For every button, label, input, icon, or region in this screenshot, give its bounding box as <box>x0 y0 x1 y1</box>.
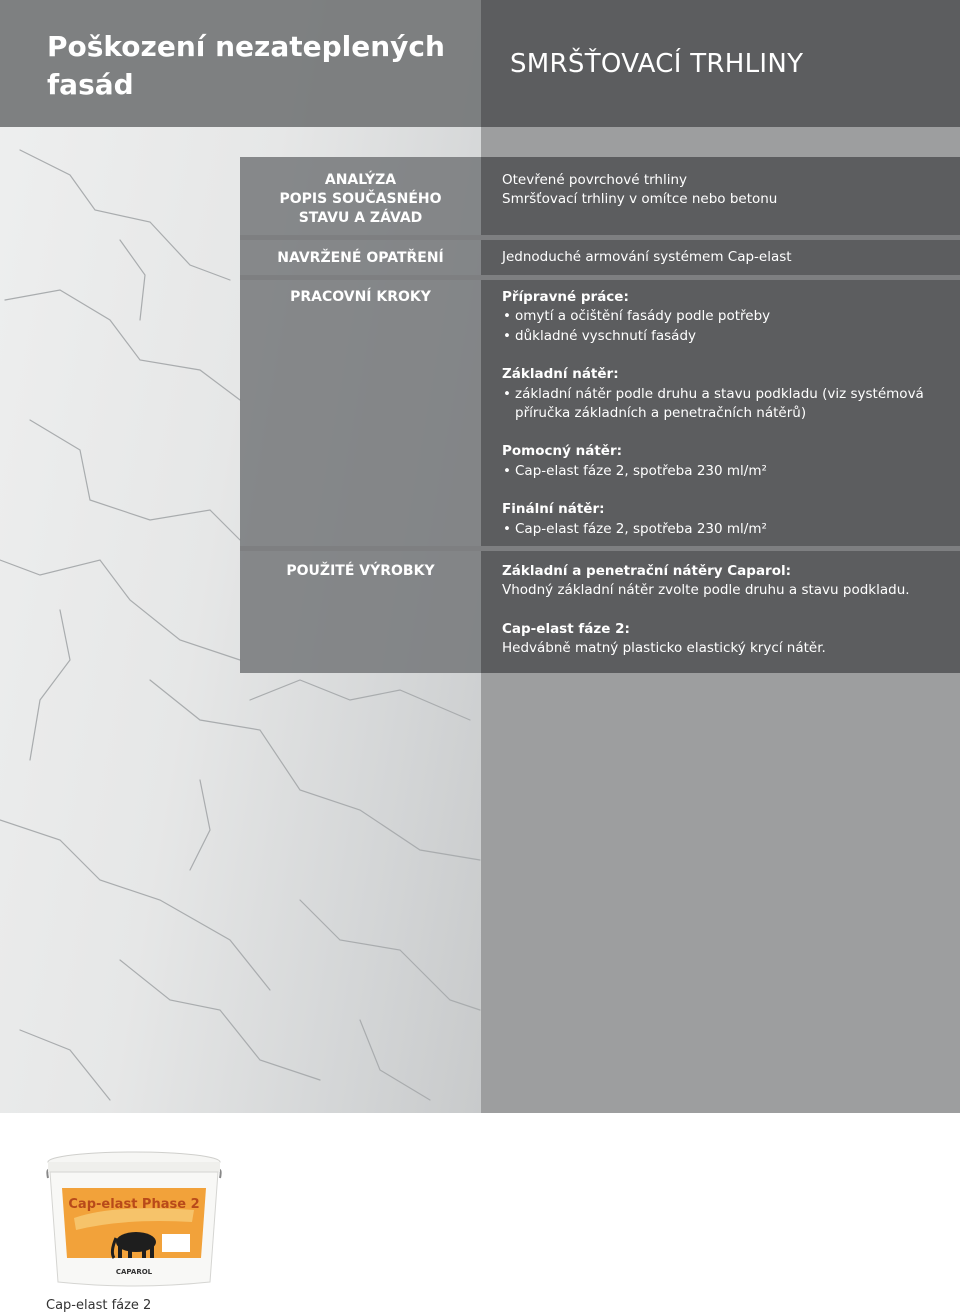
row-separator <box>240 235 960 240</box>
list-item: • Cap-elast fáze 2, spotřeba 230 ml/m² <box>502 520 942 539</box>
step-heading-final: Finální nátěr: <box>502 501 605 518</box>
step-heading-preparation: Přípravné práce: <box>502 289 629 305</box>
product-caption: Cap-elast fáze 2 <box>46 1298 152 1313</box>
step-heading-primer: Základní nátěr: <box>502 366 619 383</box>
product-heading: Cap-elast fáze 2: <box>502 620 630 637</box>
paint-bucket-image <box>44 1148 224 1288</box>
products-text <box>502 562 942 659</box>
step-heading-intermediate: Pomocný nátěr: <box>502 443 623 460</box>
page-title: Poškození nezateplených fasád <box>47 30 445 101</box>
product-description: Vhodný základní nátěr zvolte podle druhu a stavu podkladu. <box>502 582 910 599</box>
section-title: SMRŠŤOVACÍ TRHLINY <box>510 49 804 79</box>
list-item: • Cap-elast fáze 2, spotřeba 230 ml/m² <box>502 462 942 481</box>
measures-text: Jednoduché armování systémem Cap-elast <box>502 249 792 265</box>
label-proposed-measures: NAVRŽENÉ OPATŘENÍ <box>277 250 444 266</box>
label-work-steps: PRACOVNÍ KROKY <box>290 289 431 305</box>
product-description: Hedvábně matný plasticko elastický krycí nátěr. <box>502 640 826 657</box>
list-item: • základní nátěr podle druhu a stavu podkladu (viz systémová příručka základních a penetračních nátěrů) <box>502 385 942 424</box>
list-item: • důkladné vyschnutí fasády <box>502 327 942 346</box>
row-separator <box>240 546 960 551</box>
product-heading: Základní a penetrační nátěry Caparol: <box>502 563 792 579</box>
list-item: • omytí a očištění fasády podle potřeby <box>502 307 942 326</box>
bucket-brand-text: CAPAROL <box>115 1268 153 1276</box>
analysis-text: Otevřené povrchové trhliny Smršťovací trhliny v omítce nebo betonu <box>502 172 778 208</box>
label-products-used: POUŽITÉ VÝROBKY <box>286 563 435 579</box>
work-steps-list <box>502 288 942 539</box>
label-analysis: ANALÝZA POPIS SOUČASNÉHO STAVU A ZÁVAD <box>279 172 442 226</box>
row-separator <box>240 275 960 280</box>
bucket-label-text: Cap-elast Phase 2 <box>68 1197 200 1212</box>
